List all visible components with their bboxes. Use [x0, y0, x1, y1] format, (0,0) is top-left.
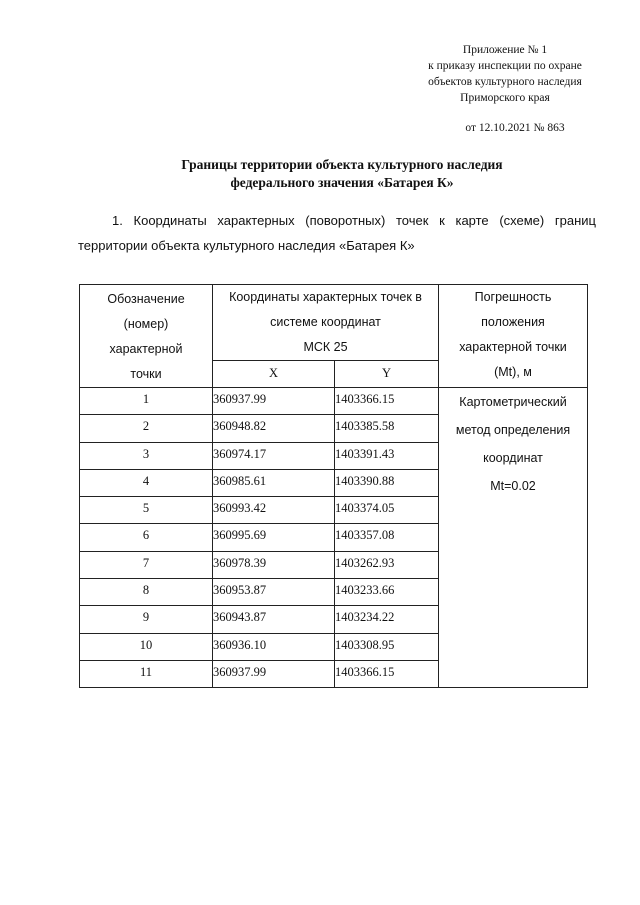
document-title	[100, 156, 584, 192]
coord-x: 360943.87	[213, 606, 335, 633]
coord-x: 360937.99	[213, 660, 335, 687]
coord-x: 360978.39	[213, 551, 335, 578]
coord-x: 360993.42	[213, 497, 335, 524]
coord-y: 1403366.15	[335, 388, 439, 415]
point-number: 10	[80, 633, 213, 660]
coord-x: 360936.10	[213, 633, 335, 660]
point-number: 9	[80, 606, 213, 633]
appendix-line: Приложение № 1	[462, 44, 548, 56]
header-coordinates: Координаты характерных точек в системе координат МСК 25	[213, 285, 439, 361]
coord-y: 1403374.05	[335, 497, 439, 524]
coord-x: 360948.82	[213, 415, 335, 442]
coord-y: 1403262.93	[335, 551, 439, 578]
coord-y: 1403390.88	[335, 469, 439, 496]
title-line: Границы территории объекта культурного наследия	[181, 157, 503, 172]
table-row	[80, 388, 588, 415]
appendix-block	[410, 42, 600, 106]
error-method-cell: Картометрический метод определения координат Mt=0.02	[439, 388, 588, 688]
title-line: федерального значения «Батарея К»	[230, 175, 454, 190]
header-x: X	[213, 361, 335, 388]
coord-y: 1403234.22	[335, 606, 439, 633]
table-header-row	[80, 285, 588, 361]
order-reference: от 12.10.2021 № 863	[465, 122, 565, 134]
coord-x: 360985.61	[213, 469, 335, 496]
coord-y: 1403391.43	[335, 442, 439, 469]
coordinates-table	[79, 284, 588, 688]
header-y: Y	[335, 361, 439, 388]
point-number: 4	[80, 469, 213, 496]
appendix-line: объектов культурного наследия	[428, 76, 582, 88]
header-point-number: Обозначение (номер) характерной точки	[80, 285, 213, 388]
point-number: 2	[80, 415, 213, 442]
coord-y: 1403357.08	[335, 524, 439, 551]
coord-y: 1403385.58	[335, 415, 439, 442]
point-number: 3	[80, 442, 213, 469]
header-error: Погрешность положения характерной точки (Mt), м	[439, 285, 588, 388]
point-number: 6	[80, 524, 213, 551]
point-number: 5	[80, 497, 213, 524]
coord-x: 360995.69	[213, 524, 335, 551]
coord-x: 360953.87	[213, 579, 335, 606]
coord-x: 360974.17	[213, 442, 335, 469]
coord-y: 1403366.15	[335, 660, 439, 687]
coord-x: 360937.99	[213, 388, 335, 415]
point-number: 1	[80, 388, 213, 415]
coord-y: 1403308.95	[335, 633, 439, 660]
coord-y: 1403233.66	[335, 579, 439, 606]
appendix-line: к приказу инспекции по охране	[428, 60, 582, 72]
point-number: 7	[80, 551, 213, 578]
point-number: 8	[80, 579, 213, 606]
appendix-line: Приморского края	[460, 92, 550, 104]
intro-paragraph: 1. Координаты характерных (поворотных) точек к карте (схеме) границ территории объекта культурного наследия «Батарея К»	[78, 213, 596, 253]
point-number: 11	[80, 660, 213, 687]
